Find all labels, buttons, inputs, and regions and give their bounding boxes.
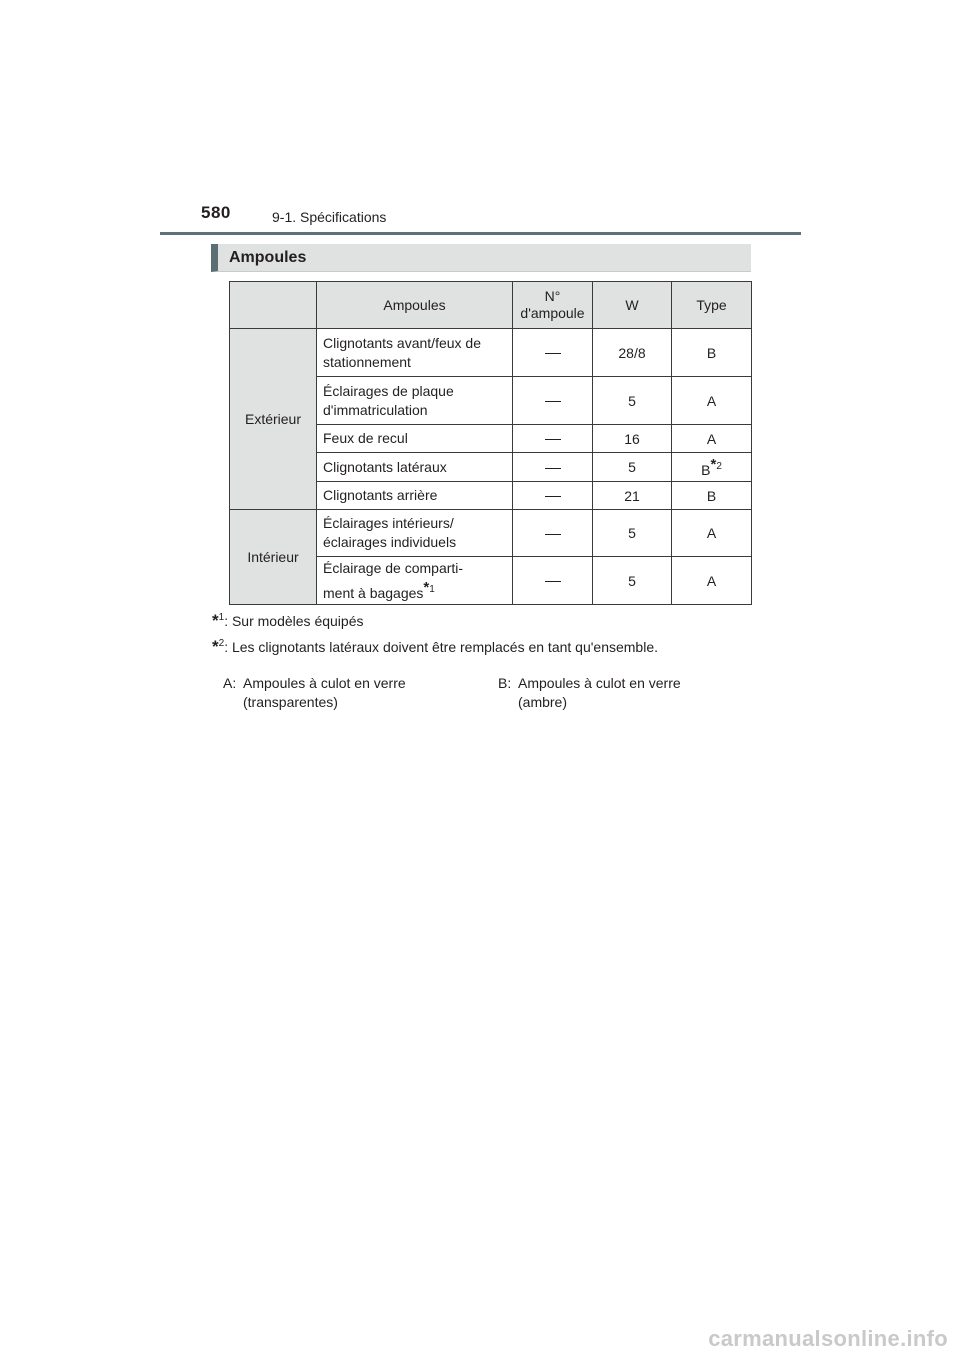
bulb-number (513, 377, 593, 425)
footnote-number: 2 (218, 638, 225, 649)
bulb-name-line2: ment à bagages (323, 584, 424, 601)
bulb-number (513, 453, 593, 482)
footnote-mark: * (212, 637, 219, 656)
dash-mark (545, 496, 561, 497)
bulb-watt: 16 (593, 425, 672, 453)
bulb-name: Feux de recul (317, 425, 513, 453)
header-bulb-number-line2: d'ampoule (520, 305, 585, 321)
dash-mark (545, 581, 561, 582)
header-bulb-number-line1: N° (544, 288, 561, 304)
legend-line1: Ampoules à culot en verre (243, 675, 406, 691)
bulb-type-value: B (701, 462, 711, 478)
footnote-text: : Les clignotants latéraux doivent être remplacés en tant qu'ensemble. (224, 639, 659, 655)
chapter-label: 9-1. Spécifications (272, 209, 387, 225)
dash-mark (545, 353, 561, 354)
bulb-name-line2: stationnement (323, 353, 411, 370)
footnote-number: 1 (218, 612, 225, 623)
table-header-row (230, 282, 752, 329)
header-divider (160, 232, 801, 235)
bulb-name-line2: éclairages individuels (323, 534, 457, 550)
bulb-watt: 5 (593, 510, 672, 557)
bulb-number (513, 510, 593, 557)
bulb-watt: 21 (593, 482, 672, 510)
bulb-type: B (672, 482, 752, 510)
bulb-watt: 5 (593, 377, 672, 425)
bulb-type (672, 453, 752, 482)
bulb-type: A (672, 425, 752, 453)
group-interior: Intérieur (230, 510, 317, 605)
legend-a (223, 674, 406, 712)
bulb-name: Clignotants latéraux (317, 453, 513, 482)
header-type: Type (672, 282, 752, 329)
legend-line2: (ambre) (518, 694, 568, 710)
bulb-specification-table (229, 281, 752, 605)
legend-key: B: (498, 675, 512, 691)
bulb-type: A (672, 510, 752, 557)
dash-mark (545, 401, 561, 402)
footnote-1 (212, 611, 364, 631)
footnote-ref: *1 (423, 578, 435, 596)
legend-key: A: (223, 675, 237, 691)
footnote-mark: * (212, 611, 219, 630)
bulb-type: B (672, 329, 752, 377)
footnote-text: : Sur modèles équipés (224, 613, 364, 629)
dash-mark (545, 439, 561, 440)
group-exterior: Extérieur (230, 329, 317, 510)
bulb-watt: 5 (593, 453, 672, 482)
footnote-ref: *2 (710, 456, 722, 473)
section-title: Ampoules (229, 249, 307, 266)
dash-mark (545, 468, 561, 469)
bulb-type: A (672, 377, 752, 425)
bulb-name: Clignotants arrière (317, 482, 513, 510)
section-heading-bar (211, 244, 751, 272)
watermark: carmanualsonline.info (708, 1326, 948, 1351)
header-group (230, 282, 317, 329)
bulb-number (513, 482, 593, 510)
footnote-ref-number: 2 (716, 461, 722, 472)
bulb-number (513, 425, 593, 453)
bulb-name (317, 510, 513, 557)
legend-b (498, 674, 681, 712)
page-number: 580 (201, 203, 231, 222)
header-watt: W (593, 282, 672, 329)
footnote-2 (212, 637, 658, 657)
header-bulb-number (513, 282, 593, 329)
bulb-watt: 28/8 (593, 329, 672, 377)
bulb-name (317, 377, 513, 425)
legend-line1: Ampoules à culot en verre (518, 675, 681, 691)
legend-line2: (transparentes) (243, 694, 338, 710)
footnote-ref-number: 1 (429, 583, 435, 595)
bulb-name-line1: Clignotants avant/feux de (323, 334, 481, 351)
header-bulb: Ampoules (317, 282, 513, 329)
table-row (230, 329, 752, 377)
bulb-watt: 5 (593, 557, 672, 605)
bulb-type: A (672, 557, 752, 605)
bulb-number (513, 557, 593, 605)
bulb-name-line1: Éclairage de comparti- (323, 559, 464, 576)
bulb-name (317, 329, 513, 377)
table-row (230, 510, 752, 557)
bulb-number (513, 329, 593, 377)
bulb-name-line2: d'immatriculation (323, 401, 428, 418)
bulb-name-line1: Éclairages de plaque (323, 382, 454, 399)
bulb-name-line1: Éclairages intérieurs/ (323, 515, 454, 531)
dash-mark (545, 534, 561, 535)
bulb-name (317, 557, 513, 605)
